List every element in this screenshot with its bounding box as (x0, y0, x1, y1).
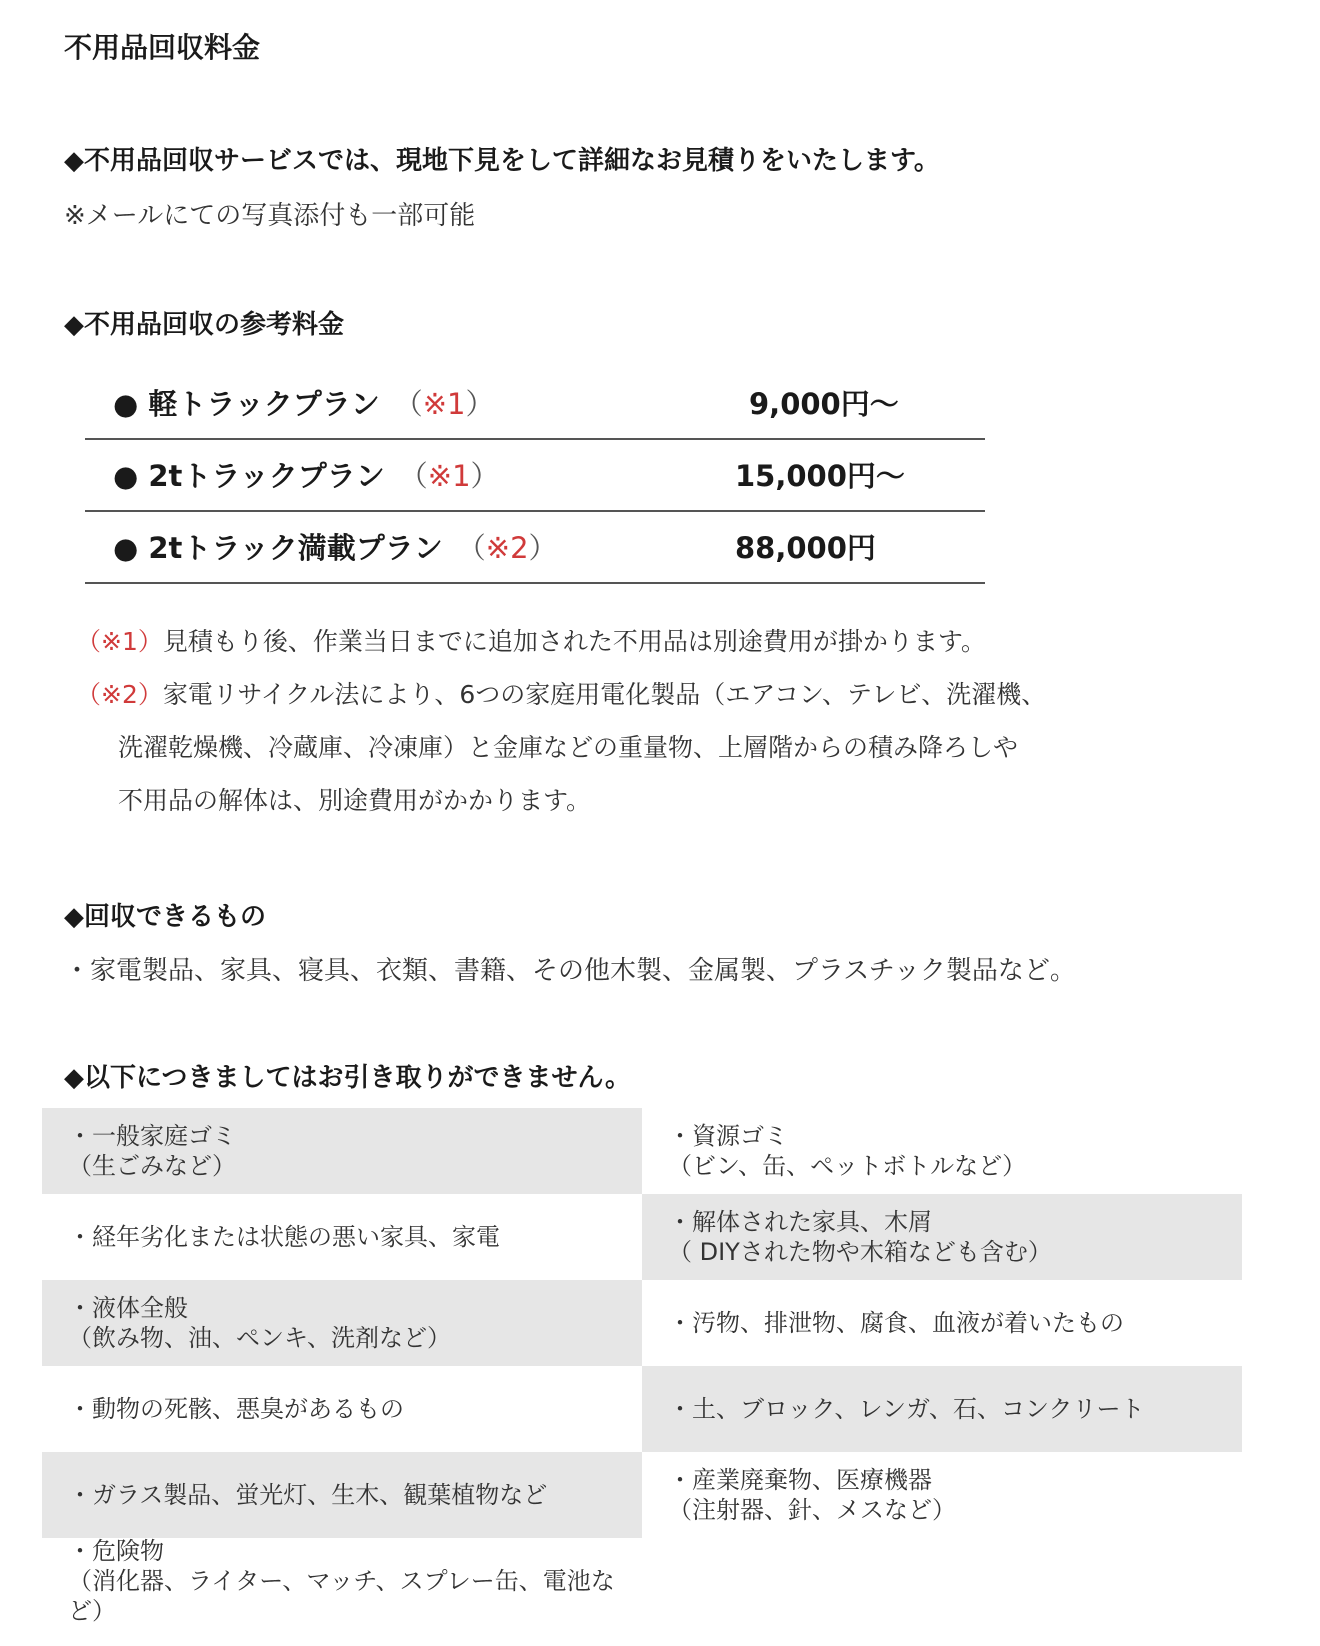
item-line2: （生ごみなど） (68, 1152, 236, 1180)
plan-name: 軽トラックプラン (148, 387, 380, 421)
footnote-2 (76, 675, 1046, 711)
footnote-2-line2: 洗濯乾燥機、冷蔵庫、冷凍庫）と金庫などの重量物、上層階からの積み降ろしや (118, 733, 1019, 762)
plan-price: 9,000円～ (749, 387, 899, 421)
item-line2: （飲み物、油、ペンキ、洗剤など） (68, 1324, 452, 1352)
plan-name-cell: ● 2tトラック満載プラン （※2） (113, 531, 558, 565)
item-line1: ・危険物 (68, 1537, 164, 1565)
plan-price: 88,000円 (735, 531, 876, 565)
item-line1: ・ガラス製品、蛍光灯、生木、観葉植物など (68, 1481, 548, 1509)
page-title: 不用品回収料金 (64, 31, 261, 64)
item-line1: ・資源ゴミ (668, 1122, 788, 1150)
plan-note-mark: ※1 (427, 459, 471, 493)
item-line1: ・汚物、排泄物、腐食、血液が着いたもの (668, 1309, 1124, 1337)
item-line2: （ビン、缶、ペットボトルなど） (668, 1152, 1027, 1180)
intro-heading: ◆不用品回収サービスでは、現地下見をして詳細なお見積りをいたします。 (64, 146, 940, 176)
item-line2: （消化器、ライター、マッチ、スプレー缶、電池など） (68, 1567, 615, 1625)
plan-note-mark: ※1 (422, 387, 466, 421)
list-item (42, 1366, 642, 1452)
pricing-heading: ◆不用品回収の参考料金 (64, 310, 344, 340)
rejected-heading: ◆以下につきましてはお引き取りができません。 (64, 1063, 632, 1093)
list-item (42, 1452, 642, 1538)
price-table (85, 368, 985, 584)
list-item (642, 1280, 1242, 1366)
plan-note-mark: ※2 (485, 531, 529, 565)
footnote-2-text: 家電リサイクル法により、6つの家庭用電化製品（エアコン、テレビ、洗濯機、 (162, 680, 1047, 709)
item-line1: ・土、ブロック、レンガ、石、コンクリート (668, 1395, 1145, 1423)
list-item (42, 1538, 642, 1624)
footnote-1-mark: （※1） (76, 627, 163, 656)
price-row (85, 368, 985, 440)
footnote-2-line3: 不用品の解体は、別途費用がかかります。 (118, 786, 592, 815)
item-line2: （注射器、針、メスなど） (668, 1496, 956, 1524)
footnote-1 (76, 622, 986, 658)
list-item (42, 1280, 642, 1366)
plan-name: 2tトラック満載プラン (148, 531, 443, 565)
item-line1: ・産業廃棄物、医療機器 (668, 1466, 932, 1494)
plan-price: 15,000円～ (735, 459, 905, 493)
plan-name-cell: ● 軽トラックプラン （※1） (113, 387, 495, 421)
list-item (42, 1108, 642, 1194)
plan-name-cell: ● 2tトラックプラン （※1） (113, 459, 500, 493)
item-line1: ・経年劣化または状態の悪い家具、家電 (68, 1223, 500, 1251)
list-item (642, 1452, 1242, 1538)
list-item (42, 1194, 642, 1280)
price-row (85, 440, 985, 512)
list-item (642, 1108, 1242, 1194)
accepted-heading: ◆回収できるもの (64, 902, 266, 932)
bullet-icon: ● (113, 387, 139, 421)
list-item (642, 1366, 1242, 1452)
item-line2: （ DIYされた物や木箱なども含む） (668, 1238, 1052, 1266)
item-line1: ・一般家庭ゴミ (68, 1122, 236, 1150)
plan-name: 2tトラックプラン (148, 459, 385, 493)
bullet-icon: ● (113, 459, 139, 493)
footnote-2-mark: （※2） (76, 680, 163, 709)
list-item (642, 1194, 1242, 1280)
price-row (85, 512, 985, 584)
bullet-icon: ● (113, 531, 139, 565)
intro-note: ※メールにての写真添付も一部可能 (64, 201, 476, 231)
footnote-1-text: 見積もり後、作業当日までに追加された不用品は別途費用が掛かります。 (162, 627, 986, 656)
item-line1: ・動物の死骸、悪臭があるもの (68, 1395, 404, 1423)
accepted-text: ・家電製品、家具、寝具、衣類、書籍、その他木製、金属製、プラスチック製品など。 (64, 956, 1076, 986)
item-line1: ・解体された家具、木屑 (668, 1208, 932, 1236)
item-line1: ・液体全般 (68, 1294, 188, 1322)
